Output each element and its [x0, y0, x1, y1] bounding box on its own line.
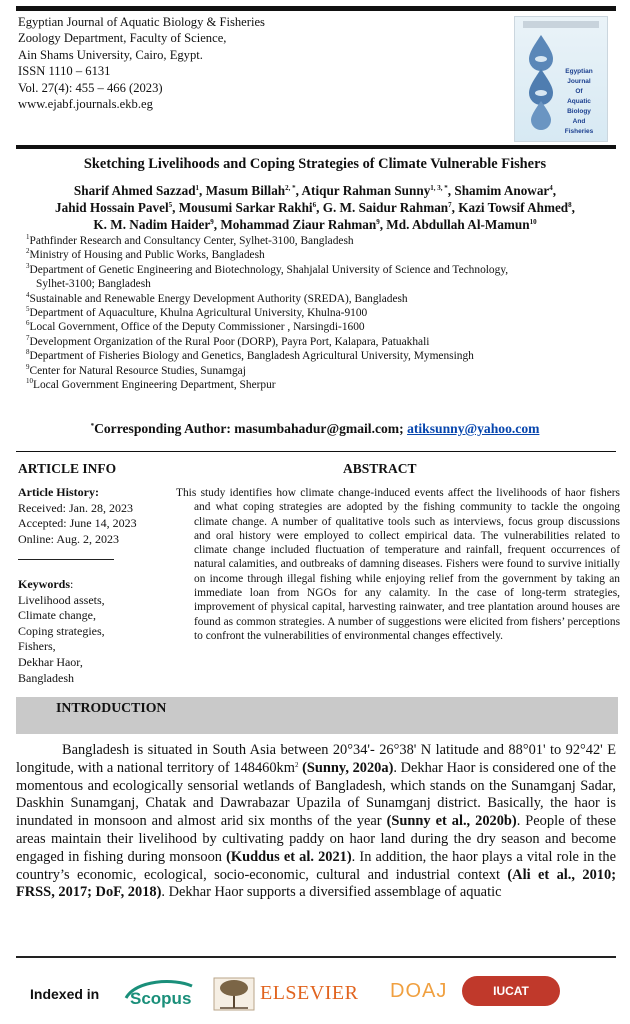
- corresponding-star: *: [90, 422, 95, 430]
- doaj-logo[interactable]: DOAJ: [390, 980, 448, 1002]
- paper-title: Sketching Livelihoods and Coping Strategies of Climate Vulnerable Fishers: [83, 156, 547, 172]
- keyword-item: Fishers,: [18, 639, 56, 654]
- abstract-text: This study identifies how climate change-induced events affect the livelihoods of haor fishers and what coping strategies are adopted by the fishing community to tackle the ongoing climate change. A number of qualitative tools such as interviews, focus group discussions and oral history were employed to collect empirical data. The vulnerabilities related to climate change included fluctuation of temperature and rainfall, frequent occurrences of natural calamities, and outbreaks of damning diseases. Fishers were found to survive initially on income through illegal fishing while enjoying relief from the government by taking an immediate loan from NGOs for any calamity. In the case of long-term strategies, improvement of physical capital, harvesting rainwater, and tree plantation around houses are found as common strategies. A number of suggestions were elicited from fishers’ perceptions to confront the vulnerabilities of environmental changes effectively.: [176, 487, 620, 642]
- affiliation-item: $^9$Center for Natural Resource Studies, Sunamgaj: [26, 362, 246, 377]
- affiliation-list: [26, 234, 616, 392]
- author-affiliation-sup: 6: [312, 201, 317, 209]
- affiliation-item: $^1$Pathfinder Research and Consultancy Center, Sylhet-3100, Bangladesh: [26, 233, 354, 247]
- affiliation-item: $^6$Local Government, Office of the Deputy Commissioner , Narsingdi-1600: [26, 319, 365, 334]
- author-name: Atiqur Rahman Sunny: [301, 183, 431, 198]
- scopus-swoosh-icon[interactable]: [122, 976, 196, 1012]
- keyword-item: Coping strategies,: [18, 623, 105, 638]
- journal-website[interactable]: www.ejabf.journals.ekb.eg: [18, 97, 153, 112]
- keyword-item: Livelihood assets,: [18, 592, 105, 607]
- footer-rule: [16, 956, 616, 958]
- online-date: Online: Aug. 2, 2023: [18, 531, 119, 546]
- journal-header: [18, 14, 265, 112]
- cover-title: Egyptian Journal Of Aquatic Biology And Fisheries: [564, 68, 594, 135]
- info-divider: [18, 559, 114, 560]
- author-list: Sharif Ahmed Sazzad$^1$, Masum Billah$^{2, *}$, Atiqur Rahman Sunny$^{1, 3, *}$, Shamim Anowar$^4$, Jahid Hossain Pavel$^5$, Mousumi Sarkar Rakhi$^6$, G. M. Saidur Rahman$^7$, Kazi Towsif Ahmed$^8$, K. M. Nadim Haider$^9$, Mohammad Ziaur Rahman$^9$, Md. Abdullah Al-Mamun$^{10}$: [55, 183, 575, 232]
- article-info-heading: ARTICLE INFO: [18, 461, 117, 476]
- author-affiliation-sup: 10: [529, 218, 537, 226]
- affiliation-item: $^8$Department of Fisheries Biology and Genetics, Bangladesh Agricultural University, Mymensingh: [26, 348, 474, 363]
- author-name: Masum Billah: [205, 183, 286, 198]
- introduction-text: [16, 742, 616, 902]
- accepted-date: Accepted: June 14, 2023: [18, 516, 137, 531]
- author-affiliation-sup: 7: [448, 201, 452, 209]
- author-name: Mohammad Ziaur Rahman: [220, 217, 377, 232]
- author-name: G. M. Saidur Rahman: [322, 200, 449, 215]
- introduction-heading: INTRODUCTION: [56, 700, 167, 715]
- author-affiliation-sup: 2, *: [285, 184, 296, 192]
- article-history: [18, 485, 137, 547]
- keywords-block: Keywords: Livelihood assets, Climate change, Coping strategies, Fishers, Dekhar Haor, Bangladesh: [18, 577, 105, 685]
- author-affiliation-sup: 5: [168, 201, 173, 209]
- indexed-in-label: Indexed in: [30, 986, 100, 1002]
- intro-paragraph: Bangladesh is situated in South Asia between 20°34'- 26°38' N latitude and 88°01' to 92°42' E longitude, with a national territory of $148460km^2$ (Sunny, 2020a). Dekhar Haor is considered one of the momentous and ecologically sensorial wetlands of Bangladesh, which stands on the Sunamganj Sadar, Daskhin Sunamganj, Chatak and Dawrabazar Upazila of Sunamganj district. Basically, the haor is inundated in monsoon and almost arid six months of the year (Sunny et al., 2020b). People of these areas maintain their livelihood by cultivating paddy on haor land during the dry season and become engaged in fishing during monsoon (Kuddus et al. 2021). In addition, the haor plays a vital role in the country’s economic, ecological, socio-economic, cultural and industrial context (Ali et al., 2010; FRSS, 2017; DoF, 2018). Dekhar Haor supports a diversified assemblage of aquatic: [16, 742, 616, 901]
- info-top-rule: [16, 451, 616, 452]
- keyword-list: [18, 593, 105, 687]
- affiliation-item: $^{10}$Local Government Engineering Department, Sherpur: [26, 377, 276, 392]
- keyword-item: Dekhar Haor,: [18, 654, 83, 669]
- affiliation-item: $^4$Sustainable and Renewable Energy Development Authority (SREDA), Bangladesh: [26, 290, 408, 305]
- journal-volume: Vol. 27(4): 455 – 466 (2023): [18, 80, 163, 95]
- author-affiliation-sup: 1: [195, 184, 200, 192]
- author-affiliation-sup: 4: [549, 184, 553, 192]
- author-affiliation-sup: 9: [210, 218, 214, 226]
- header-bottom-rule: [16, 145, 616, 149]
- abstract-heading: ABSTRACT: [343, 461, 417, 476]
- affiliation-item: $^7$Development Organization of the Rural Poor (DORP), Payra Port, Kalapara, Patuakhali: [26, 333, 430, 348]
- cover-issn-strip: [523, 21, 599, 28]
- journal-issn: ISSN 1110 – 6131: [18, 64, 111, 79]
- history-label: Article History:: [18, 485, 99, 499]
- journal-university: Ain Shams University, Cairo, Egypt.: [18, 47, 203, 62]
- corresponding-author: [0, 421, 630, 437]
- received-date: Received: Jan. 28, 2023: [18, 500, 133, 515]
- affiliation-item: $^5$Department of Aquaculture, Khulna Agricultural University, Khulna-9100: [26, 305, 368, 320]
- iucat-logo[interactable]: IUCAT: [462, 976, 560, 1006]
- keyword-item: Bangladesh: [18, 670, 74, 685]
- author-name: Sharif Ahmed Sazzad: [73, 183, 196, 198]
- header-top-rule: [16, 6, 616, 11]
- author-affiliation-sup: 1, 3, *: [430, 184, 448, 192]
- author-name: K. M. Nadim Haider: [93, 217, 211, 232]
- affiliation-continuation: Sylhet-3100; Bangladesh: [36, 278, 151, 291]
- affiliation-item: $^2$Ministry of Housing and Public Works, Bangladesh: [26, 247, 265, 262]
- author-name: Md. Abdullah Al-Mamun: [386, 217, 530, 232]
- author-name: Jahid Hossain Pavel: [55, 200, 169, 215]
- author-affiliation-sup: 9: [376, 218, 380, 226]
- author-affiliation-sup: 8: [568, 201, 572, 209]
- affiliation-item: $^3$Department of Genetic Engineering and Biotechnology, Shahjalal University of Science and Technology,: [26, 261, 509, 276]
- corresponding-label: Corresponding Author: masumbahadur@gmail.com;: [94, 421, 408, 436]
- corresponding-email-link[interactable]: atiksunny@yahoo.com: [407, 421, 540, 436]
- journal-name: Egyptian Journal of Aquatic Biology & Fisheries: [18, 15, 265, 29]
- author-name: Shamim Anowar: [454, 183, 550, 198]
- author-name: Mousumi Sarkar Rakhi: [178, 200, 313, 215]
- elsevier-tree-icon: [212, 976, 256, 1012]
- author-name: Kazi Towsif Ahmed: [458, 200, 569, 215]
- scopus-logo-text: Scopus: [130, 989, 192, 1008]
- journal-department: Zoology Department, Faculty of Science,: [18, 31, 227, 46]
- keyword-item: Climate change,: [18, 608, 96, 623]
- elsevier-logo[interactable]: ELSEVIER: [260, 982, 359, 1004]
- journal-cover-image: [514, 16, 608, 142]
- keywords-label: Keywords: [18, 577, 70, 591]
